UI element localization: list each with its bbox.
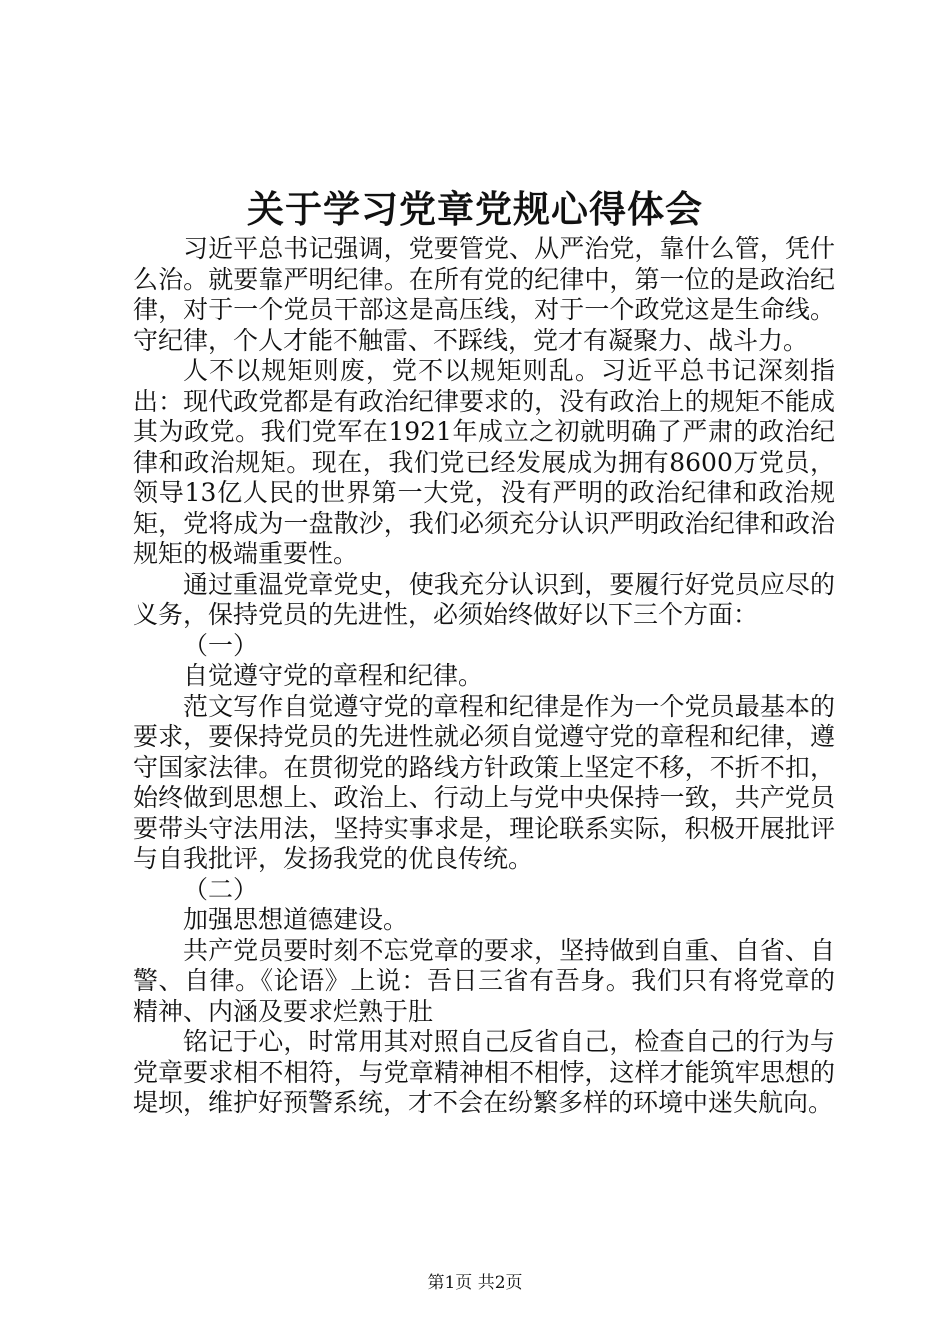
section-heading-2: 加强思想道德建设。	[183, 905, 409, 934]
section-number-1: （一）	[183, 630, 259, 660]
section-heading-1: 自觉遵守党的章程和纪律。	[183, 661, 484, 690]
paragraph-5: 共产党员要时刻不忘党章的要求，坚持做到自重、自省、自警、自律。《论语》上说：吾日三省有吾身。我们只有将党章的精神、内涵及要求烂熟于肚	[133, 935, 835, 1026]
paragraph-6: 铭记于心，时常用其对照自己反省自己，检查自己的行为与党章要求相不相符，与党章精神相不相悖，这样才能筑牢思想的堤坝，维护好预警系统，才不会在纷繁多样的环境中迷失航向。	[133, 1027, 835, 1117]
page-footer: 第1页 共2页	[427, 1273, 523, 1293]
paragraph-2: 人不以规矩则废，党不以规矩则乱。习近平总书记深刻指出：现代政党都是有政治纪律要求的，没有政治上的规矩不能成其为政党。我们党军在1921年成立之初就明确了严肃的政治纪律和政治规矩。现在，我们党已经发展成为拥有8600万党员，领导13亿人民的世界第一大党，没有严明的政治纪律和政治规矩，党将成为一盘散沙，我们必须充分认识严明政治纪律和政治规矩的极端重要性。	[133, 356, 835, 568]
paragraph-1: 习近平总书记强调，党要管党、从严治党，靠什么管，凭什么治。就要靠严明纪律。在所有党的纪律中，第一位的是政治纪律，对于一个党员干部这是高压线，对于一个政党这是生命线。守纪律，个人才能不触雷、不踩线，党才有凝聚力、战斗力。	[133, 234, 835, 355]
section-number-2: （二）	[183, 874, 259, 904]
paragraph-3: 通过重温党章党史，使我充分认识到，要履行好党员应尽的义务，保持党员的先进性，必须始终做好以下三个方面：	[133, 569, 835, 629]
document-body	[133, 234, 835, 1119]
paragraph-4: 范文写作自觉遵守党的章程和纪律是作为一个党员最基本的要求，要保持党员的先进性就必须自觉遵守党的章程和纪律，遵守国家法律。在贯彻党的路线方针政策上坚定不移，不折不扣，始终做到思想上、政治上、行动上与党中央保持一致，共产党员要带头守法用法，坚持实事求是，理论联系实际，积极开展批评与自我批评，发扬我党的优良传统。	[133, 691, 835, 873]
document-title: 关于学习党章党规心得体会	[247, 187, 703, 231]
